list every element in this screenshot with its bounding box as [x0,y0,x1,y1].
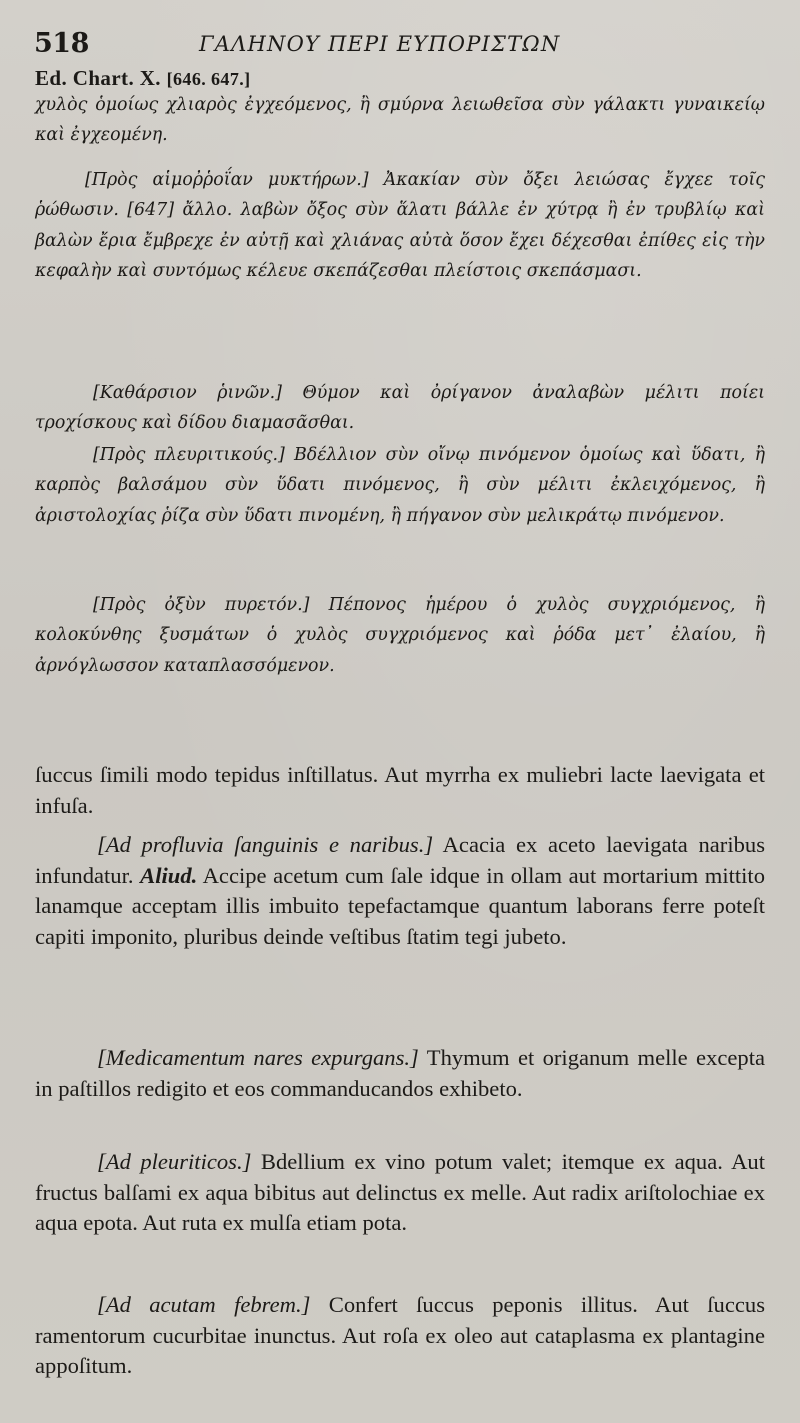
greek-p5-heading: [Πρὸς ὀξὺν πυρετόν.] [93,595,310,615]
latin-p3-text: Thymum et origanum melle excepta in paſtillos redigito et eos commanducandos exhibeto. [35,1045,766,1101]
latin-p2-text-b: Accipe acetum cum ſale idque in ollam aut mortarium mittito lanamque acceptam illis imbuito tepefactamque quantum laborans ferre poteſt capiti imponito, pluribus deinde veſtibus ſtatim tegi jubeto. [35,862,766,949]
greek-page-marker: [647] [127,200,175,221]
greek-p1-text: χυλὸς ὁμοίως χλιαρὸς ἐγχεόμενος, ἢ σμύρνα λειωθεῖσα σὺν γάλακτι γυναικείῳ καὶ ἐγχεομένη. [35,95,765,146]
latin-p4-heading: [Ad pleuriticos.] [97,1149,252,1174]
latin-aliud-label: Aliud. [140,862,198,888]
greek-paragraph-2 [35,165,765,287]
greek-p2-heading: [Πρὸς αἱμοῤῥοΐαν μυκτήρων.] [85,170,369,190]
edition-reference [35,66,251,91]
greek-p3-heading: [Καθάρσιον ῥινῶν.] [93,383,282,403]
greek-paragraph-3 [35,378,765,439]
greek-p4-text: Βδέλλιον σὺν οἴνῳ πινόμενον ὁμοίως καὶ ὕδατι, ἢ καρπὸς βαλσάμου σὺν ὕδατι πινόμενος, ἢ σὺν μέλιτι ἐκλειχόμενος, ἢ ἀριστολοχίας ῥίζα σὺν ὕδατι πινομένη, ἢ πήγανον σὺν μελικράτῳ πινόμενον. [35,445,765,526]
latin-p1-text: ſuccus ſimili modo tepidus inſtillatus. Aut myrrha ex muliebri lacte laevigata et infuſa. [35,762,765,818]
greek-p5-text: Πέπονος ἡμέρου ὁ χυλὸς συγχριόμενος, ἢ κολοκύνθης ξυσμάτων ὁ χυλὸς συγχριόμενος καὶ ῥόδα μετ᾽ ἐλαίου, ἢ ἀρνόγλωσσον καταπλασσόμενον. [35,595,766,676]
greek-p3-text: Θύμον καὶ ὀρίγανον ἀναλαβὼν μέλιτι ποίει τροχίσκους καὶ δίδου διαμασᾶσθαι. [35,383,765,434]
greek-paragraph-5 [35,590,765,681]
greek-paragraph-1 [35,90,765,151]
edition-pages: [646. 647.] [166,69,251,89]
greek-p2-text-a: Ἀκακίαν σὺν ὄξει λειώσας ἔγχεε τοῖς ῥώθωσιν. [35,170,766,221]
latin-p5-text: Confert ſuccus peponis illitus. Aut ſuccus ramentorum cucurbitae inunctus. Aut roſa ex oleo aut cataplasma ex plantagine appoſitum. [35,1292,765,1378]
latin-p5-heading: [Ad acutam febrem.] [97,1292,311,1317]
latin-paragraph-1 [35,760,765,821]
page-number: 518 [34,28,89,59]
latin-paragraph-2 [35,830,765,952]
greek-p2-text-b: ἄλλο. λαβὼν ὄξος σὺν ἅλατι βάλλε ἐν χύτρᾳ ἢ ἐν τρυβλίῳ καὶ βαλὼν ἔρια ἔμβρεχε ἐν αὐτῇ καὶ χλιάνας αὐτὰ ὅσον ἔχει δέχεσθαι ἐπίθες εἰς τὴν κεφαλὴν καὶ συντόμως κέλευε σκεπάζεσθαι πλείστοις σκεπάσμασι. [35,200,765,282]
latin-paragraph-3 [35,1043,765,1104]
running-head [34,26,774,66]
edition-label: Ed. Chart. X. [35,66,161,90]
greek-p4-heading: [Πρὸς πλευριτικούς.] [93,445,285,465]
latin-p2-heading: [Ad profluvia ſanguinis e naribus.] [97,832,434,857]
latin-paragraph-4 [35,1147,765,1239]
latin-paragraph-5 [35,1290,765,1382]
greek-paragraph-4 [35,440,765,531]
running-title: ΓΑΛΗΝΟΥ ΠΕΡΙ ΕΥΠΟΡΙΣΤΩΝ [199,32,561,56]
latin-p4-text: Bdellium ex vino potum valet; itemque ex aqua. Aut fructus balſami ex aqua bibitus aut delinctus ex melle. Aut radix ariſtolochiae ex aqua epota. Aut ruta ex mulſa etiam pota. [35,1149,765,1235]
latin-p3-heading: [Medicamentum nares expurgans.] [97,1045,419,1070]
latin-p2-text-a: Acacia ex aceto laevigata naribus infundatur. [35,832,765,888]
